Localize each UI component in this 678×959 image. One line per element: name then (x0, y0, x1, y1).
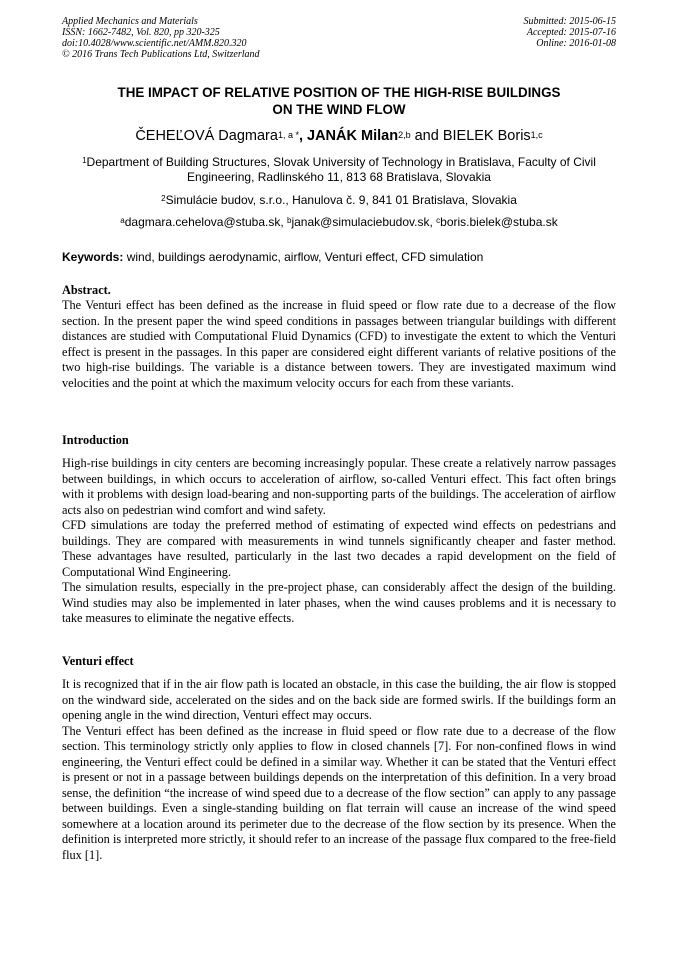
email-c[interactable]: boris.bielek@stuba.sk (440, 215, 558, 229)
author-list (62, 127, 616, 145)
introduction-paragraph-3: The simulation results, especially in the pre-project phase, can considerably affect the design of the building. Wind studies may also be implemented in later phases, when the wind causes problems and it is necessary to take measures to eliminate the negative effects. (62, 580, 616, 625)
venturi-heading: Venturi effect (62, 654, 134, 668)
abstract-heading: Abstract. (62, 283, 111, 297)
introduction-heading: Introduction (62, 433, 129, 447)
submitted-date: Submitted: 2015-06-15 (523, 16, 616, 27)
keywords-text: wind, buildings aerodynamic, airflow, Venturi effect, CFD simulation (123, 250, 484, 264)
journal-issn: ISSN: 1662-7482, Vol. 820, pp 320-325 (62, 27, 220, 38)
affiliation-2-marker: 2 (161, 194, 166, 203)
journal-doi[interactable]: doi:10.4028/www.scientific.net/AMM.820.320 (62, 38, 247, 49)
online-date: Online: 2016-01-08 (536, 38, 616, 49)
affiliation-1-marker: 1 (82, 156, 87, 165)
author-2-superscript: 2,b (398, 130, 411, 140)
email-b[interactable]: janak@simulaciebudov.sk, (291, 215, 437, 229)
journal-name: Applied Mechanics and Materials (62, 16, 198, 27)
email-a[interactable]: dagmara.cehelova@stuba.sk, (124, 215, 287, 229)
submission-dates (416, 16, 616, 49)
abstract-body (62, 298, 616, 391)
introduction-body (62, 456, 616, 627)
author-2-name: , JANÁK Milan (298, 128, 399, 144)
affiliation-1 (62, 155, 616, 185)
journal-info (62, 16, 382, 60)
author-3-superscript: 1,c (530, 130, 543, 140)
introduction-paragraph-2: CFD simulations are today the preferred method of estimating of expected wind effects on pedestrians and buildings. They are compared with measurements in wind tunnels significantly cheaper and faster method. These advantages have resulted, particularly in the last two decades a rapid development on the field of Computational Wind Engineering. (62, 518, 616, 579)
email-c-marker: c (436, 216, 441, 225)
introduction-paragraph-1: High-rise buildings in city centers are becoming increasingly popular. These create a relatively narrow passages between buildings, in which occurs to acceleration of airflow, so-called Venturi effect. This fact often brings with it problems with design load-bearing and non-supporting parts of the buildings. The acceleration of airflow acts also on pedestrian wind comfort and wind safety. (62, 456, 616, 517)
paper-title (62, 84, 616, 118)
venturi-paragraph-1: It is recognized that if in the air flow path is located an obstacle, in this case the building, the air flow is stopped on the windward side, accelerated on the sides and on the back side are formed swirls. If the buildings form an opening angle in the wind direction, Venturi effect may occurs. (62, 677, 616, 722)
accepted-date: Accepted: 2015-07-16 (526, 27, 616, 38)
journal-copyright: © 2016 Trans Tech Publications Ltd, Switzerland (62, 49, 260, 60)
affiliation-2 (62, 193, 616, 208)
paper-title-line-1: THE IMPACT OF RELATIVE POSITION OF THE HIGH-RISE BUILDINGS (117, 85, 561, 100)
author-1-superscript: 1, a * (277, 130, 299, 140)
venturi-body (62, 677, 616, 863)
venturi-paragraph-2: The Venturi effect has been defined as the increase in fluid speed or flow rate due to a decrease of the flow section. This terminology strictly only applies to flow in closed channels [7]. For non-confined flows in wind engineering, the Venturi effect could be defined in a similar way. Whether it can be stated that the Venturi effect is present or not in a passage between buildings depends on the interpretation of this definition. In a very broad sense, the definition “the increase of wind speed due to a decrease of the flow section” can apply to any passage between buildings. Even a single-standing building on flat terrain will cause an increase of the wind speed somewhere at a location around its perimeter due to the decrease of the flow section by its presence. When the definition is interpreted more strictly, it should refer to an increase of the passage flux compared to the free-field flux [1]. (62, 723, 616, 862)
affiliation-2-text: Simulácie budov, s.r.o., Hanulova č. 9, 841 01 Bratislava, Slovakia (165, 193, 517, 207)
author-separator-1 (299, 128, 398, 144)
abstract-text: The Venturi effect has been defined as the increase in fluid speed or flow rate due to a decrease of the flow section. In the present paper the wind speed conditions in passages between triangular buildings with different distances are studied with Computational Fluid Dynamics (CFD) to investigate the extent to which the Venturi effect is present in the passages. In this paper are considered eight different variants of relative positions of the two high-rise buildings. The variable is a distance between towers. They are investigated maximum wind velocities and the point at which the maximum velocity occurs for each from these variants. (62, 298, 616, 390)
paper-title-line-2: ON THE WIND FLOW (272, 102, 406, 117)
email-a-marker: a (120, 216, 125, 225)
email-b-marker: b (287, 216, 292, 225)
keywords-label: Keywords: (62, 250, 124, 264)
author-3-name: and BIELEK Boris (410, 128, 531, 144)
affiliation-1-text: Department of Building Structures, Slovak University of Technology in Bratislava, Faculty of Civil Engineering, Radlinského 11, 813 68 Bratislava, Slovakia (86, 155, 596, 184)
author-emails (62, 215, 616, 230)
keywords (62, 250, 616, 265)
author-1-name: ČEHEĽOVÁ Dagmara (135, 128, 278, 144)
